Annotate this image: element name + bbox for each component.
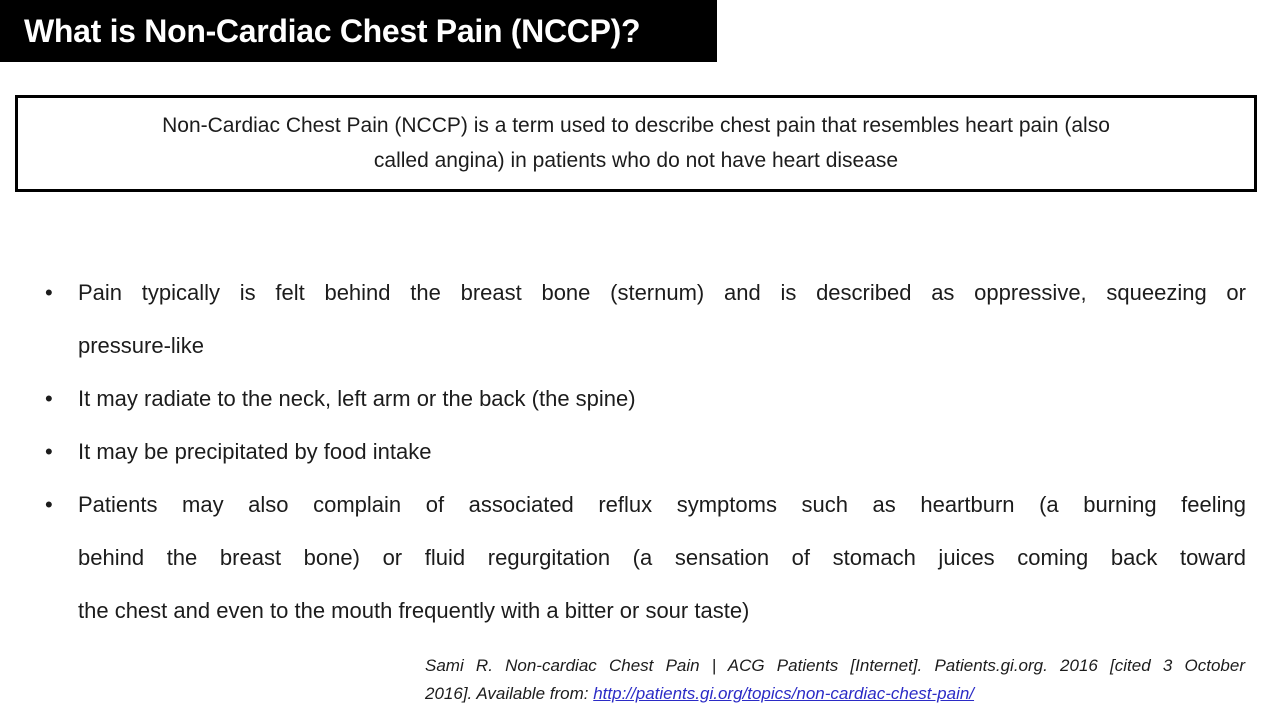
page-title: What is Non-Cardiac Chest Pain (NCCP)? xyxy=(24,12,641,49)
bullet-list xyxy=(45,266,1246,637)
citation-text: 2016]. Available from: xyxy=(425,684,594,703)
citation xyxy=(425,652,1245,708)
bullet-text-line: behind the breast bone) or fluid regurgitation (a sensation of stomach juices coming back toward xyxy=(78,545,1246,570)
citation-text-line: Sami R. Non-cardiac Chest Pain | ACG Patients [Internet]. Patients.gi.org. 2016 [cited 3 October xyxy=(425,656,1245,675)
citation-link[interactable]: http://patients.gi.org/topics/non-cardiac-chest-pain/ xyxy=(593,684,975,703)
bullet-text-line: It may radiate to the neck, left arm or the back (the spine) xyxy=(78,386,636,411)
bullet-text-line: pressure-like xyxy=(78,333,204,358)
bullet-icon: • xyxy=(45,386,53,411)
definition-box xyxy=(15,95,1257,192)
bullet-item xyxy=(45,478,1246,637)
definition-text-line: called angina) in patients who do not have heart disease xyxy=(373,149,899,172)
citation-text-line xyxy=(425,680,1245,708)
slide-title-bar xyxy=(0,0,717,62)
bullet-text-line: Pain typically is felt behind the breast bone (sternum) and is described as oppressive, squeezing or xyxy=(78,280,1246,305)
bullet-icon: • xyxy=(45,280,53,305)
bullet-icon: • xyxy=(45,439,53,464)
bullet-text-line: the chest and even to the mouth frequently with a bitter or sour taste) xyxy=(78,598,750,623)
bullet-text-line: Patients may also complain of associated reflux symptoms such as heartburn (a burning feeling xyxy=(78,492,1246,517)
bullet-item xyxy=(45,266,1246,372)
definition-text-line: Non-Cardiac Chest Pain (NCCP) is a term used to describe chest pain that resembles heart pain (also xyxy=(162,114,1110,137)
bullet-item xyxy=(45,425,1246,478)
bullet-item xyxy=(45,372,1246,425)
bullet-text-line: It may be precipitated by food intake xyxy=(78,439,432,464)
bullet-icon: • xyxy=(45,492,53,517)
